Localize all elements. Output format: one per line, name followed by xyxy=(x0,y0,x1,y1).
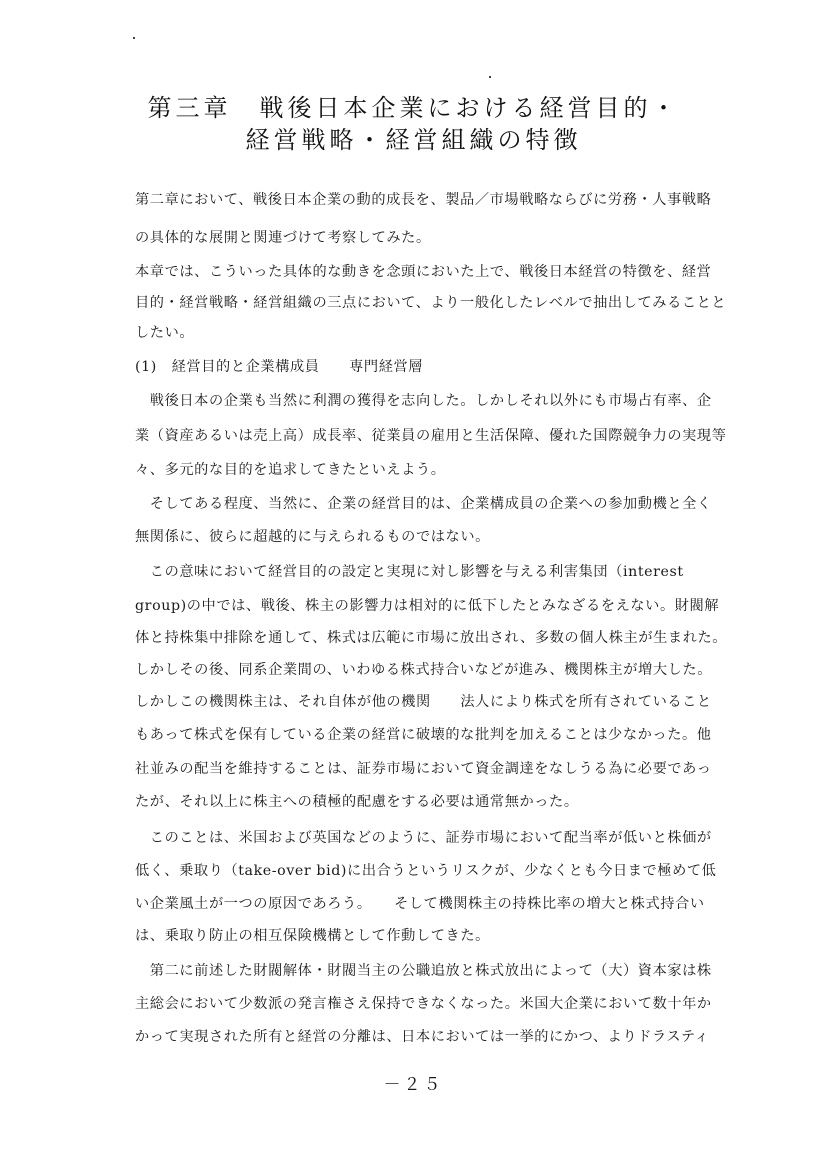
chapter-title-line-2: 経営戦略・経営組織の特徴 xyxy=(245,126,582,154)
body-line: もあって株式を保有している企業の経営に破壊的な批判を加えることは少なかった。他 xyxy=(135,727,712,743)
scan-speck xyxy=(133,37,135,39)
body-line: group)の中では、戦後、株主の影響力は相対的に低下したとみなざるをえない。財閥解 xyxy=(135,598,720,614)
body-line: この意味において経営目的の設定と実現に対し影響を与える利害集団（interest xyxy=(135,564,684,580)
body-line: したい。 xyxy=(135,325,195,341)
body-line: 目的・経営戦略・経営組織の三点において、より一般化したレベルで抽出してみることと xyxy=(135,295,727,311)
body-line: しかしその後、同系企業間の、いわゆる株式持合いなどが進み、機関株主が増大した。 xyxy=(135,662,712,678)
scan-speck xyxy=(489,76,491,78)
body-line: 体と持株集中排除を通して、株式は広範に市場に放出され、多数の個人株主が生まれた。 xyxy=(135,630,728,646)
body-line: 主総会において少数派の発言権さえ保持できなくなった。米国大企業において数十年か xyxy=(135,996,712,1012)
body-line: 低く、乗取り（take-over bid)に出合うというリスクが、少なくとも今日まで極めて低 xyxy=(135,863,717,879)
body-line: 無関係に、彼らに超越的に与えられるものではない。 xyxy=(135,529,490,545)
body-line: かって実現された所有と経営の分離は、日本においては一挙的にかつ、よりドラスティ xyxy=(135,1029,710,1045)
body-line: そしてある程度、当然に、企業の経営目的は、企業構成員の企業への参加動機と全く xyxy=(135,496,712,512)
body-line: たが、それ以上に株主への積極的配慮をする必要は通常無かった。 xyxy=(135,794,579,810)
body-line: 第二章において、戦後日本企業の動的成長を、製品／市場戦略ならびに労務・人事戦略 xyxy=(135,192,712,208)
chapter-title-line-1: 第三章 戦後日本企業における経営目的・ xyxy=(147,94,680,122)
body-line: の具体的な展開と関連づけて考察してみた。 xyxy=(135,230,431,246)
body-line: 本章では、こういった具体的な動きを念頭においた上で、戦後日本経営の特徴を、経営 xyxy=(135,264,712,280)
body-line: 社並みの配当を維持することは、証券市場において資金調達をなしうる為に必要であっ xyxy=(135,761,712,777)
section-heading: (1) 経営目的と企業構成員 専門経営層 xyxy=(135,359,424,375)
body-line: 第二に前述した財閥解体・財閥当主の公職追放と株式放出によって（大）資本家は株 xyxy=(135,963,712,979)
body-line: は、乗取り防止の相互保険機構として作動してきた。 xyxy=(135,928,490,944)
body-line: 戦後日本の企業も当然に利潤の獲得を志向した。しかしそれ以外にも市場占有率、企 xyxy=(135,393,712,409)
body-line: このことは、米国および英国などのように、証券市場において配当率が低いと株価が xyxy=(135,830,712,846)
page-number: －２５ xyxy=(383,1075,444,1095)
body-line: 業（資産あるいは売上高）成長率、従業員の雇用と生活保障、優れた国際競争力の実現等 xyxy=(135,428,727,444)
body-line: い企業風土が一つの原因であろう。 そして機関株主の持株比率の増大と株式持合い xyxy=(135,896,705,912)
body-line: しかしこの機関株主は、それ自体が他の機関 法人により株式を所有されていること xyxy=(135,694,712,710)
body-line: 々、多元的な目的を追求してきたといえよう。 xyxy=(135,462,446,478)
